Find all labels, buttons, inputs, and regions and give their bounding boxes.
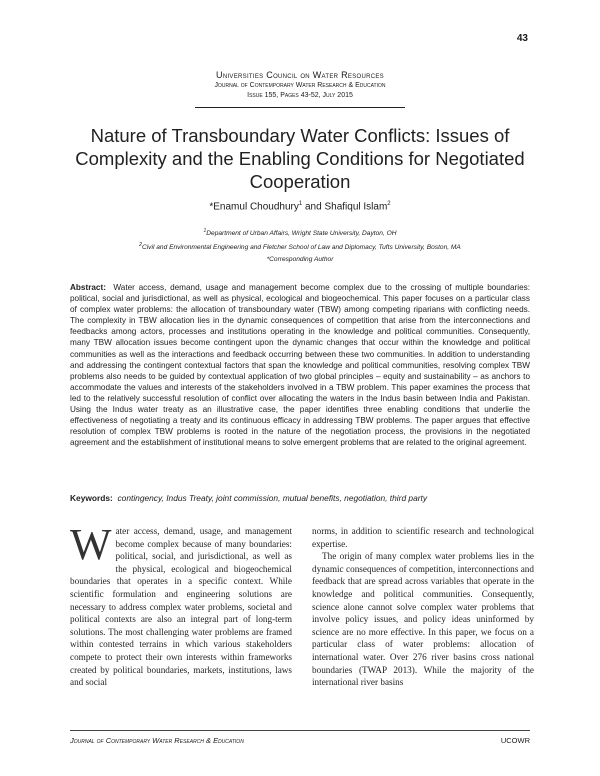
corresponding-author: *Corresponding Author [266, 256, 334, 263]
affiliation-1-text: Department of Urban Affairs, Wright State University, Dayton, OH [206, 230, 397, 238]
author-1-sup: 1 [298, 201, 303, 207]
author-prefix: * [209, 201, 214, 213]
affiliation-2-sup: 2 [139, 242, 142, 248]
body-paragraph-1: ater access, demand, usage, and management become complex because of many boundaries: political, social, and jurisdictional, as well as the physical, ecological and biogeochemical boundaries that operates in a specific context. While scientific formulation and engineering solutions are necessary to address complex water problems, societal and political contexts are also an integral part of long-term solutions. The most challenging water problems are framed within contested terrains in which various stakeholders compete to protect their own interests within frameworks created by political boundaries, markets, institutions, laws and social [70, 526, 292, 688]
masthead [0, 70, 600, 101]
drop-cap: W [70, 520, 112, 569]
header-divider [195, 107, 405, 108]
footer-org: UCOWR [500, 736, 530, 745]
issue-info: Issue 155, Pages 43-52, July 2015 [247, 92, 353, 99]
abstract [70, 282, 530, 448]
body-column-right [312, 525, 534, 689]
journal-name: Journal of Contemporary Water Research & Education [214, 82, 386, 89]
abstract-label: Abstract: [70, 283, 106, 292]
footer-journal: Journal of Contemporary Water Research & Education [70, 736, 244, 745]
article-title: Nature of Transboundary Water Conflicts: Issues of Complexity and the Enabling Conditions for Negotiated Cooperation [75, 125, 525, 192]
author-2-sup: 2 [387, 201, 391, 207]
author-connector: and [302, 201, 325, 213]
footer-divider [70, 730, 530, 731]
affiliation-2 [0, 242, 600, 251]
page-number: 43 [516, 33, 528, 44]
abstract-text: Water access, demand, usage and management become complex due to the crossing of multiple boundaries: political, social and jurisdictional, as well as physical, ecological and biogeochemical. This paper focuses on a particular class of complex water problems: the allocation of transboundary water (TBW) among competing riparians with conflicting needs. The complexity in TBW allocation lies in the dynamic consequences of competition that arise from the interconnections and feedbacks among actors, processes and institutions operating in the knowledge and political communities. Consequently, many TBW allocation issues become contingent upon the dynamic changes that occur within the knowledge and political communities as well as the interactions and feedback occurring between these two communities. In addition to understanding and addressing the contingent contextual factors that span the knowledge and political communities, resolving complex TBW problems also needs to be guided by contextual application of two global principles – equity and sustainability – as anchors to accommodate the values and interests of the stakeholders involved in a TBW problem. This paper examines the process that led to the relatively successful resolution of conflict over allocating the waters in the Indus basin between India and Pakistan. Using the Indus water treaty as an illustrative case, the paper identifies three enabling conditions that underlie the effectiveness of negotiating a treaty and its continuous efficacy in addressing TBW problems. The paper argues that effective resolution of complex TBW problems is rooted in the nature of the negotiation process, the provisions in the negotiated agreement and the establishment of institutional means to solve emergent problems that are related to the original agreement. [70, 283, 530, 448]
author-line [0, 201, 600, 212]
affiliation-1 [0, 228, 600, 237]
body-paragraph-2: The origin of many complex water problems lies in the dynamic consequences of competition, interconnections and feedback that are spread across variables that operate in the knowledge and political communities. Consequently, science alone cannot solve complex water problems that involve policy issues, and policy ideas uninformed by science are no more effective. In this paper, we focus on a particular class of water problems: allocation of international water. Over 276 river basins cross national boundaries (TWAP 2013). While the majority of the international river basins [312, 551, 534, 688]
author-2: Shafiqul Islam [324, 201, 388, 213]
author-1: Enamul Choudhury [213, 201, 299, 213]
body-column-left [70, 520, 292, 689]
affiliation-1-sup: 1 [203, 228, 207, 234]
organization-name: Universities Council on Water Resources [216, 70, 384, 80]
affiliation-2-text: Civil and Environmental Engineering and Fletcher School of Law and Diplomacy, Tufts University, Boston, MA [141, 244, 461, 252]
keywords-list: contingency, Indus Treaty, joint commission, mutual benefits, negotiation, third party [117, 493, 428, 503]
keywords-label: Keywords: [70, 493, 113, 503]
body-paragraph-1-cont: norms, in addition to scientific research and technological expertise. [312, 526, 534, 549]
keywords [70, 493, 530, 503]
